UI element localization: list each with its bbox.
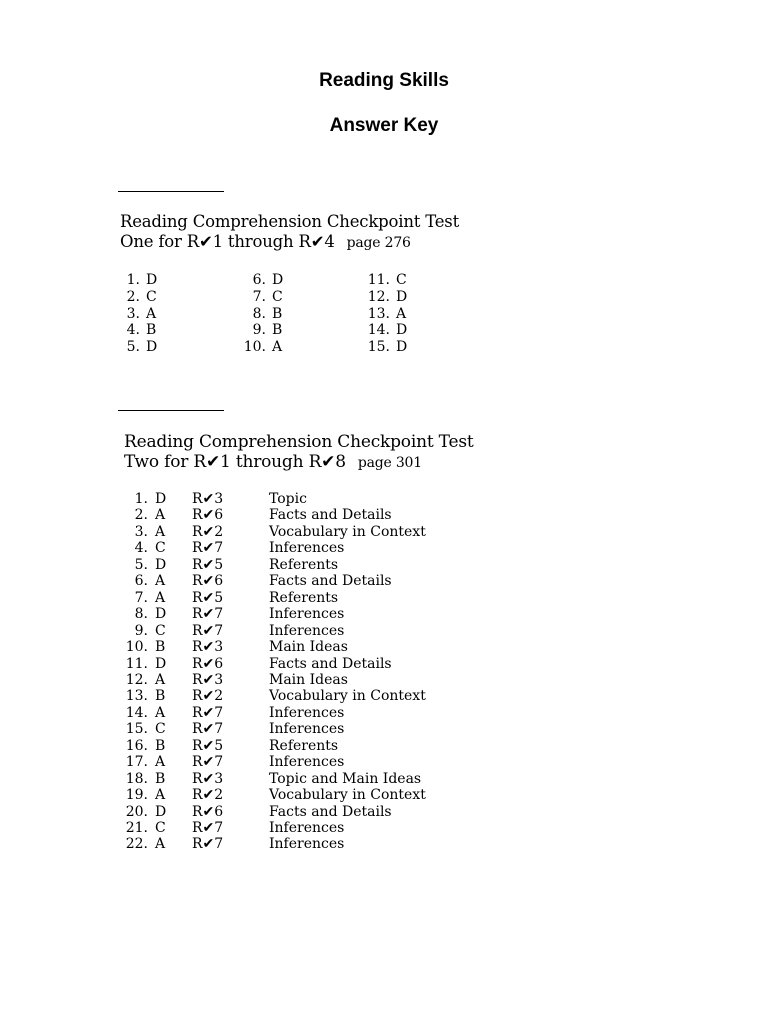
skill-name: Inferences: [269, 836, 345, 853]
answer-item: [118, 339, 157, 355]
section-divider-2: [118, 410, 224, 411]
answer-letter: D: [155, 556, 167, 573]
question-number: 19.: [125, 787, 148, 804]
answer-item: [238, 289, 283, 305]
answer-number: 2.: [126, 288, 140, 305]
skill-name: Main Ideas: [269, 639, 348, 656]
answer-letter: A: [146, 305, 157, 322]
answer-letter: A: [155, 836, 166, 853]
answer-letter: D: [155, 491, 167, 507]
skill-reference: R✔5: [192, 556, 224, 573]
answer-letter: C: [155, 820, 166, 836]
answer-item: [118, 272, 157, 288]
section-divider-1: [118, 191, 224, 192]
skill-name: Facts and Details: [269, 507, 392, 524]
question-number: 10.: [125, 639, 148, 656]
skill-reference: R✔3: [192, 491, 224, 507]
answer-item: [358, 272, 407, 288]
answer-number: 8.: [252, 305, 266, 322]
answer-item: [238, 339, 282, 355]
answer-item: [118, 322, 156, 338]
skill-name: Topic and Main Ideas: [269, 770, 422, 787]
answer-letter: D: [396, 339, 408, 356]
answer-number: 1.: [126, 272, 140, 288]
question-number: 8.: [134, 606, 148, 623]
answer-number: 10.: [243, 339, 266, 356]
answer-number: 5.: [126, 339, 140, 356]
answer-letter: A: [396, 305, 407, 322]
answer-letter: A: [155, 523, 166, 540]
answer-item: [358, 306, 406, 322]
answer-letter: B: [155, 688, 166, 705]
skill-name: Inferences: [269, 721, 345, 738]
answer-letter: A: [155, 573, 166, 590]
page-subtitle: Answer Key: [329, 115, 439, 136]
answer-item: [238, 272, 283, 288]
test2-page-ref: page 301: [357, 455, 422, 471]
skill-name: Inferences: [269, 540, 345, 557]
answer-letter: D: [146, 339, 158, 356]
answer-number: 7.: [252, 288, 266, 305]
question-number: 1.: [134, 491, 148, 507]
answer-item: [358, 339, 407, 355]
skill-reference: R✔7: [192, 622, 224, 639]
answer-letter: D: [396, 322, 408, 339]
skill-name: Topic: [269, 491, 307, 507]
skill-reference: R✔2: [192, 688, 224, 705]
answer-letter: A: [155, 589, 166, 606]
skill-reference: R✔3: [192, 770, 224, 787]
answer-letter: A: [155, 787, 166, 804]
skill-reference: R✔7: [192, 721, 224, 738]
question-number: 17.: [125, 754, 148, 771]
test1-heading: [120, 212, 459, 253]
answer-letter: C: [146, 288, 157, 305]
question-number: 14.: [125, 704, 148, 721]
skill-reference: R✔2: [192, 787, 224, 804]
answer-letter: D: [146, 272, 158, 288]
test1-heading-line1: Reading Comprehension Checkpoint Test: [120, 212, 460, 231]
skill-reference: R✔7: [192, 836, 224, 853]
answer-item: [118, 289, 157, 305]
answer-letter: B: [155, 770, 166, 787]
question-number: 5.: [134, 556, 148, 573]
skill-name: Referents: [269, 589, 339, 606]
skill-reference: R✔6: [192, 803, 224, 820]
skill-reference: R✔7: [192, 606, 224, 623]
answer-letter: C: [272, 288, 283, 305]
question-number: 12.: [125, 671, 148, 688]
answer-letter: D: [155, 606, 167, 623]
skill-name: Vocabulary in Context: [269, 523, 426, 540]
test1-heading-line2: One for R✔1 through R✔4: [120, 232, 335, 251]
question-number: 4.: [134, 540, 148, 557]
answer-number: 9.: [252, 322, 266, 339]
answer-number: 15.: [367, 339, 390, 356]
answer-letter: D: [396, 288, 408, 305]
answer-item: [238, 322, 282, 338]
answer-number: 13.: [367, 305, 390, 322]
skill-reference: R✔7: [192, 540, 224, 557]
skill-reference: R✔2: [192, 523, 224, 540]
skill-name: Vocabulary in Context: [269, 688, 426, 705]
skill-reference: R✔6: [192, 655, 224, 672]
answer-letter: C: [155, 540, 166, 557]
answer-letter: D: [155, 803, 167, 820]
question-number: 2.: [134, 507, 148, 524]
answer-letter: A: [155, 507, 166, 524]
question-number: 22.: [125, 836, 148, 853]
skill-name: Main Ideas: [269, 671, 348, 688]
answer-number: 12.: [367, 288, 390, 305]
question-number: 20.: [125, 803, 148, 820]
answer-item: [118, 306, 156, 322]
question-number: 11.: [125, 655, 148, 672]
answer-item: [358, 322, 407, 338]
question-number: 7.: [134, 589, 148, 606]
answer-letter: B: [155, 639, 166, 656]
answer-number: 3.: [126, 305, 140, 322]
answer-letter: D: [155, 655, 167, 672]
skill-name: Inferences: [269, 820, 345, 836]
answer-letter: B: [146, 322, 157, 339]
answer-number: 6.: [252, 272, 266, 288]
answer-number: 14.: [367, 322, 390, 339]
skill-name: Facts and Details: [269, 803, 392, 820]
answer-letter: A: [155, 704, 166, 721]
test2-heading-line1: Reading Comprehension Checkpoint Test: [124, 432, 474, 452]
answer-number: 11.: [367, 272, 390, 288]
skill-name: Inferences: [269, 754, 345, 771]
answer-letter: A: [155, 754, 166, 771]
skill-reference: R✔7: [192, 704, 224, 721]
skill-name: Referents: [269, 556, 339, 573]
answer-letter: A: [272, 339, 283, 356]
answer-letter: A: [155, 671, 166, 688]
skill-name: Facts and Details: [269, 655, 392, 672]
answer-item: [238, 306, 282, 322]
skill-name: Vocabulary in Context: [269, 787, 426, 804]
skill-reference: R✔7: [192, 820, 224, 836]
question-number: 15.: [125, 721, 148, 738]
skill-reference: R✔6: [192, 573, 224, 590]
test1-page-ref: page 276: [346, 235, 411, 251]
skill-reference: R✔5: [192, 737, 224, 754]
skill-reference: R✔5: [192, 589, 224, 606]
answer-letter: B: [272, 322, 283, 339]
answer-letter: D: [272, 272, 284, 288]
question-number: 3.: [134, 523, 148, 540]
test2-heading-line2: Two for R✔1 through R✔8: [124, 452, 346, 472]
answer-letter: C: [155, 622, 166, 639]
question-number: 13.: [125, 688, 148, 705]
page-title: Reading Skills: [319, 70, 449, 91]
question-number: 9.: [134, 622, 148, 639]
skill-reference: R✔7: [192, 754, 224, 771]
skill-name: Inferences: [269, 704, 345, 721]
skill-reference: R✔3: [192, 671, 224, 688]
answer-letter: B: [272, 305, 283, 322]
answer-item: [358, 289, 407, 305]
skill-name: Inferences: [269, 622, 345, 639]
test2-heading: [124, 432, 474, 473]
question-number: 16.: [125, 737, 148, 754]
answer-letter: C: [396, 272, 407, 288]
question-number: 18.: [125, 770, 148, 787]
skill-reference: R✔3: [192, 639, 224, 656]
skill-name: Facts and Details: [269, 573, 392, 590]
answer-number: 4.: [126, 322, 140, 339]
answer-letter: C: [155, 721, 166, 738]
answer-letter: B: [155, 737, 166, 754]
skill-reference: R✔6: [192, 507, 224, 524]
skill-name: Referents: [269, 737, 339, 754]
question-number: 6.: [134, 573, 148, 590]
question-number: 21.: [125, 820, 148, 836]
skill-name: Inferences: [269, 606, 345, 623]
